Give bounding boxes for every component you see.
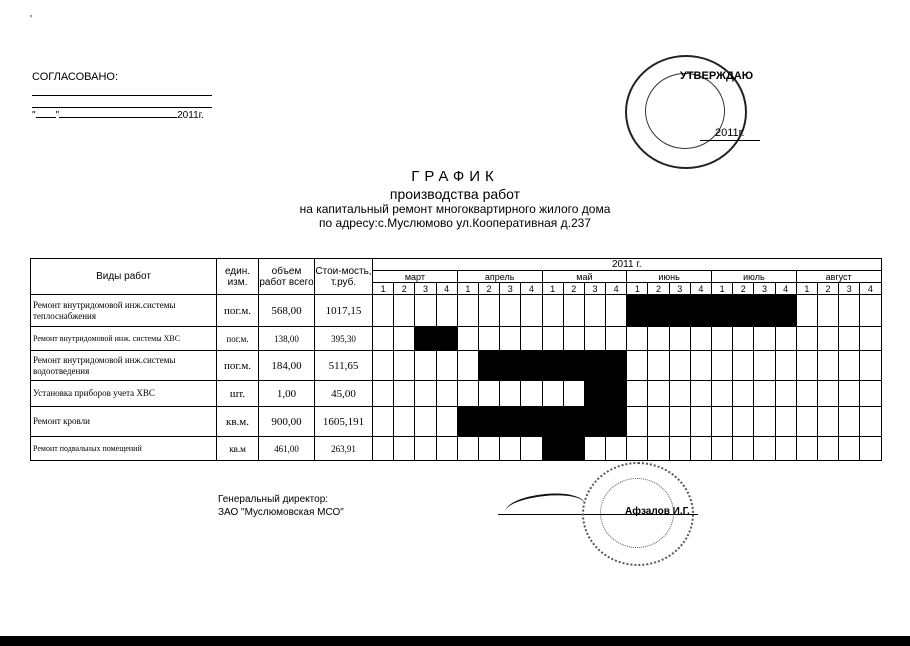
month-header: апрель	[457, 271, 542, 283]
schedule-cell	[860, 351, 881, 381]
schedule-cell	[669, 351, 690, 381]
week-header: 2	[733, 283, 754, 295]
schedule-cell	[542, 295, 563, 327]
schedule-cell	[860, 407, 881, 437]
signer-name: Афзалов И.Г.	[625, 506, 690, 517]
unit-cell: пог.м.	[217, 295, 259, 327]
schedule-cell	[860, 381, 881, 407]
schedule-cell	[733, 327, 754, 351]
week-header: 3	[584, 283, 605, 295]
volume-cell: 184,00	[259, 351, 315, 381]
schedule-cell-filled	[648, 295, 669, 327]
month-header: март	[373, 271, 458, 283]
schedule-cell	[669, 381, 690, 407]
schedule-cell	[796, 437, 817, 461]
schedule-cell	[436, 381, 457, 407]
schedule-cell	[817, 295, 838, 327]
approval-date-line	[32, 110, 204, 121]
week-header: 3	[839, 283, 860, 295]
week-header: 3	[669, 283, 690, 295]
schedule-cell	[796, 327, 817, 351]
header-unit: един. изм.	[217, 259, 259, 295]
unit-cell: кв.м	[217, 437, 259, 461]
schedule-cell	[584, 295, 605, 327]
schedule-cell-filled	[500, 407, 521, 437]
week-header: 2	[394, 283, 415, 295]
schedule-cell	[669, 437, 690, 461]
schedule-cell	[373, 351, 394, 381]
schedule-cell	[521, 437, 542, 461]
schedule-cell	[457, 381, 478, 407]
schedule-cell-filled	[606, 381, 627, 407]
volume-cell: 138,00	[259, 327, 315, 351]
unit-cell: кв.м.	[217, 407, 259, 437]
quote-open: "	[32, 110, 36, 121]
schedule-cell-filled	[478, 351, 499, 381]
unit-cell: шт.	[217, 381, 259, 407]
approval-label: СОГЛАСОВАНО:	[32, 71, 119, 83]
schedule-cell-filled	[415, 327, 436, 351]
schedule-cell	[754, 437, 775, 461]
schedule-cell-filled	[500, 351, 521, 381]
work-name: Ремонт кровли	[31, 407, 217, 437]
schedule-cell	[606, 327, 627, 351]
schedule-cell-filled	[754, 295, 775, 327]
schedule-cell	[436, 437, 457, 461]
schedule-cell	[457, 295, 478, 327]
quote-close: "	[55, 110, 60, 121]
schedule-cell-filled	[563, 351, 584, 381]
week-header: 4	[436, 283, 457, 295]
schedule-cell	[733, 407, 754, 437]
schedule-cell	[457, 437, 478, 461]
schedule-cell	[839, 295, 860, 327]
schedule-cell-filled	[521, 351, 542, 381]
schedule-cell	[584, 327, 605, 351]
schedule-cell	[627, 327, 648, 351]
handwritten-signature-icon	[504, 490, 586, 526]
week-header: 4	[775, 283, 796, 295]
volume-cell: 461,00	[259, 437, 315, 461]
table-row	[31, 407, 882, 437]
schedule-cell	[521, 381, 542, 407]
schedule-cell-filled	[712, 295, 733, 327]
unit-cell: пог.м.	[217, 327, 259, 351]
schedule-cell-filled	[542, 407, 563, 437]
schedule-cell-filled	[775, 295, 796, 327]
schedule-cell	[563, 295, 584, 327]
volume-cell: 1,00	[259, 381, 315, 407]
schedule-cell	[712, 437, 733, 461]
schedule-cell	[733, 381, 754, 407]
header-year: 2011 г.	[373, 259, 882, 271]
schedule-cell	[373, 407, 394, 437]
week-header: 2	[817, 283, 838, 295]
schedule-cell	[415, 295, 436, 327]
schedule-cell	[817, 437, 838, 461]
schedule-cell	[373, 437, 394, 461]
schedule-cell	[796, 381, 817, 407]
schedule-cell	[373, 295, 394, 327]
schedule-cell	[648, 407, 669, 437]
work-name: Ремонт внутридомовой инж.системы теплоснабжения	[31, 295, 217, 327]
schedule-cell-filled	[584, 407, 605, 437]
schedule-cell	[754, 327, 775, 351]
schedule-cell	[860, 437, 881, 461]
document-subtitle-1: производства работ	[389, 186, 521, 202]
schedule-cell	[373, 381, 394, 407]
table-row	[31, 437, 882, 461]
header-cost: Стои-мость, т.руб.	[315, 259, 373, 295]
approved-date-line	[700, 140, 760, 141]
week-header: 3	[415, 283, 436, 295]
schedule-cell-filled	[606, 351, 627, 381]
header-volume: объем работ всего	[259, 259, 315, 295]
cost-cell: 263,91	[315, 437, 373, 461]
schedule-cell	[627, 437, 648, 461]
week-header: 2	[648, 283, 669, 295]
schedule-cell	[627, 381, 648, 407]
approved-year: 2011г.	[715, 127, 745, 139]
schedule-cell	[733, 351, 754, 381]
day-blank	[36, 117, 56, 118]
schedule-cell	[627, 351, 648, 381]
month-header: август	[796, 271, 881, 283]
month-header: май	[542, 271, 627, 283]
month-blank	[59, 117, 177, 118]
schedule-cell	[500, 295, 521, 327]
schedule-cell	[648, 381, 669, 407]
schedule-cell	[733, 437, 754, 461]
schedule-cell	[669, 327, 690, 351]
scan-bottom-edge	[0, 636, 910, 646]
schedule-cell	[775, 381, 796, 407]
week-header: 4	[521, 283, 542, 295]
schedule-cell	[563, 381, 584, 407]
schedule-cell	[563, 327, 584, 351]
signature-block	[218, 493, 344, 519]
schedule-cell	[775, 437, 796, 461]
schedule-cell	[754, 351, 775, 381]
schedule-cell	[394, 327, 415, 351]
approved-label: УТВЕРЖДАЮ	[680, 70, 754, 82]
schedule-cell	[796, 351, 817, 381]
schedule-cell	[627, 407, 648, 437]
schedule-cell	[796, 295, 817, 327]
schedule-cell	[394, 381, 415, 407]
schedule-cell	[690, 437, 711, 461]
schedule-cell	[606, 437, 627, 461]
schedule-cell	[373, 327, 394, 351]
schedule-cell	[415, 407, 436, 437]
schedule-cell	[394, 437, 415, 461]
week-header: 2	[563, 283, 584, 295]
approval-block	[32, 71, 204, 121]
schedule-cell	[648, 327, 669, 351]
week-header: 1	[542, 283, 563, 295]
schedule-cell	[754, 407, 775, 437]
month-header: июнь	[627, 271, 712, 283]
schedule-cell-filled	[606, 407, 627, 437]
schedule-cell	[457, 327, 478, 351]
approval-year: 2011г.	[177, 110, 204, 121]
schedule-cell	[690, 327, 711, 351]
schedule-cell	[839, 327, 860, 351]
approval-name-line	[32, 107, 212, 108]
schedule-cell	[712, 351, 733, 381]
organization-stamp-icon	[582, 462, 694, 566]
schedule-cell	[839, 381, 860, 407]
volume-cell: 900,00	[259, 407, 315, 437]
cost-cell: 395,30	[315, 327, 373, 351]
schedule-cell-filled	[627, 295, 648, 327]
schedule-cell	[436, 407, 457, 437]
schedule-table	[30, 258, 882, 461]
schedule-cell-filled	[563, 407, 584, 437]
schedule-cell	[394, 407, 415, 437]
schedule-cell	[478, 295, 499, 327]
schedule-cell	[648, 437, 669, 461]
week-header: 1	[627, 283, 648, 295]
schedule-cell	[712, 407, 733, 437]
schedule-cell	[839, 351, 860, 381]
schedule-cell-filled	[542, 351, 563, 381]
week-header: 4	[606, 283, 627, 295]
schedule-cell	[394, 295, 415, 327]
schedule-cell	[839, 407, 860, 437]
schedule-cell-filled	[521, 407, 542, 437]
schedule-cell	[690, 351, 711, 381]
approval-signature-line	[32, 95, 212, 96]
schedule-cell	[817, 381, 838, 407]
schedule-cell	[754, 381, 775, 407]
schedule-cell	[394, 351, 415, 381]
corner-mark: '	[30, 14, 32, 25]
schedule-cell	[817, 351, 838, 381]
week-header: 3	[500, 283, 521, 295]
schedule-cell	[860, 295, 881, 327]
schedule-cell	[606, 295, 627, 327]
document-subtitle-2: на капитальный ремонт многоквартирного жилого дома	[299, 202, 611, 216]
work-name: Ремонт внутридомовой инж. системы ХВС	[31, 327, 217, 351]
volume-cell: 568,00	[259, 295, 315, 327]
schedule-cell	[860, 327, 881, 351]
schedule-cell	[478, 327, 499, 351]
schedule-cell	[669, 407, 690, 437]
work-name: Установка приборов учета ХВС	[31, 381, 217, 407]
cost-cell: 1017,15	[315, 295, 373, 327]
week-header: 3	[754, 283, 775, 295]
week-header: 4	[690, 283, 711, 295]
schedule-cell-filled	[478, 407, 499, 437]
table-row	[31, 381, 882, 407]
document-title: ГРАФИК	[411, 168, 499, 185]
schedule-cell	[839, 437, 860, 461]
work-name: Ремонт подвальных помещений	[31, 437, 217, 461]
schedule-cell	[478, 381, 499, 407]
cost-cell: 511,65	[315, 351, 373, 381]
table-row	[31, 327, 882, 351]
schedule-cell-filled	[584, 351, 605, 381]
schedule-cell	[457, 351, 478, 381]
week-header: 2	[478, 283, 499, 295]
schedule-cell	[521, 295, 542, 327]
schedule-cell	[775, 351, 796, 381]
schedule-cell	[775, 407, 796, 437]
schedule-cell	[542, 327, 563, 351]
week-header: 1	[457, 283, 478, 295]
schedule-cell	[500, 327, 521, 351]
cost-cell: 1605,191	[315, 407, 373, 437]
schedule-cell-filled	[542, 437, 563, 461]
schedule-cell	[690, 407, 711, 437]
schedule-cell	[415, 351, 436, 381]
schedule-cell	[690, 381, 711, 407]
schedule-cell-filled	[563, 437, 584, 461]
week-header: 1	[796, 283, 817, 295]
signer-organization: ЗАО "Муслюмовская МСО"	[218, 507, 344, 518]
work-name: Ремонт внутридомовой инж.системы водоотведения	[31, 351, 217, 381]
schedule-cell-filled	[669, 295, 690, 327]
schedule-cell	[436, 351, 457, 381]
schedule-cell	[478, 437, 499, 461]
schedule-cell	[796, 407, 817, 437]
document-subtitle-3: по адресу:с.Муслюмово ул.Кооперативная д.237	[319, 216, 591, 230]
table-row	[31, 295, 882, 327]
table-row	[31, 351, 882, 381]
schedule-cell	[521, 327, 542, 351]
schedule-cell	[712, 381, 733, 407]
week-header: 4	[860, 283, 881, 295]
schedule-cell	[648, 351, 669, 381]
header-work: Виды работ	[31, 259, 217, 295]
schedule-cell	[542, 381, 563, 407]
unit-cell: пог.м.	[217, 351, 259, 381]
schedule-cell	[712, 327, 733, 351]
schedule-cell	[415, 437, 436, 461]
schedule-cell	[584, 437, 605, 461]
schedule-cell	[436, 295, 457, 327]
cost-cell: 45,00	[315, 381, 373, 407]
schedule-cell	[415, 381, 436, 407]
schedule-cell	[817, 407, 838, 437]
schedule-cell-filled	[690, 295, 711, 327]
schedule-cell	[817, 327, 838, 351]
week-header: 1	[373, 283, 394, 295]
month-header: июль	[712, 271, 797, 283]
schedule-cell-filled	[584, 381, 605, 407]
schedule-cell-filled	[733, 295, 754, 327]
schedule-cell	[500, 437, 521, 461]
schedule-cell	[500, 381, 521, 407]
schedule-cell-filled	[436, 327, 457, 351]
schedule-cell	[775, 327, 796, 351]
schedule-cell-filled	[457, 407, 478, 437]
signer-position: Генеральный директор:	[218, 494, 329, 505]
week-header: 1	[712, 283, 733, 295]
